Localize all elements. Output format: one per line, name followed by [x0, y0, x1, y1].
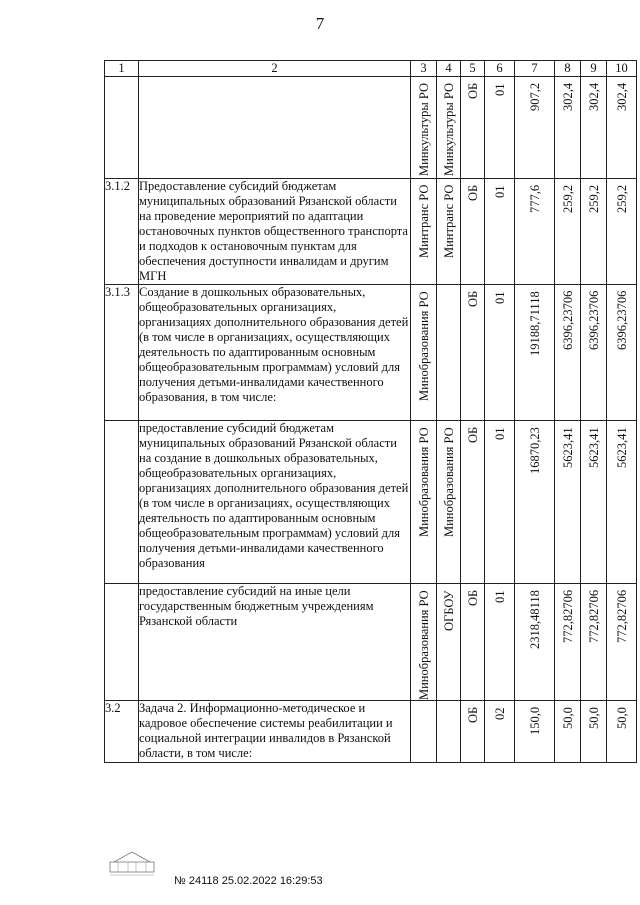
col-header: 2: [139, 61, 411, 77]
year2-amount-cell: [581, 421, 607, 584]
table-row: [105, 584, 637, 701]
budget-source-cell-text: ОБ: [466, 290, 480, 307]
total-amount-cell-text: 150,0: [528, 706, 542, 735]
code-cell: [485, 584, 515, 701]
code-cell-text: 01: [493, 83, 507, 96]
description-cell: Создание в дошкольных образовательных, общеобразовательных организациях, организациях дополнительного образования детей (в том числе в организациях, осуществляющих деятельность по адаптированным основным общеобразовательным программам) условий для получения детьми-инвалидами качественного образования, в том числе:: [139, 285, 411, 421]
col-header: 8: [555, 61, 581, 77]
total-amount-cell: [515, 421, 555, 584]
year3-amount-cell-text: 5623,41: [615, 427, 629, 468]
seal-stamp-icon: [108, 848, 156, 878]
code-cell: [485, 285, 515, 421]
code-cell: [485, 77, 515, 179]
total-amount-cell: [515, 285, 555, 421]
recipient-cell-text: ОГБОУ: [442, 590, 456, 631]
year3-amount-cell-text: 259,2: [615, 184, 629, 213]
year1-amount-cell-text: 772,82706: [561, 589, 575, 643]
year1-amount-cell-text: 5623,41: [561, 427, 575, 468]
row-number-cell: [105, 584, 139, 701]
executor-cell: [411, 584, 437, 701]
year1-amount-cell: [555, 285, 581, 421]
year2-amount-cell-text: 5623,41: [587, 427, 601, 468]
budget-source-cell: [461, 421, 485, 584]
col-header: 6: [485, 61, 515, 77]
year3-amount-cell: [607, 285, 637, 421]
row-number-cell: 3.1.2: [105, 179, 139, 285]
year1-amount-cell: [555, 179, 581, 285]
description-cell: предоставление субсидий на иные цели государственным бюджетным учреждениям Рязанской области: [139, 584, 411, 701]
total-amount-cell-text: 907,2: [528, 82, 542, 111]
col-header: 5: [461, 61, 485, 77]
table-row: [105, 421, 637, 584]
year2-amount-cell: [581, 179, 607, 285]
budget-source-cell-text: ОБ: [466, 706, 480, 723]
year3-amount-cell-text: 302,4: [615, 82, 629, 111]
year1-amount-cell: [555, 421, 581, 584]
year2-amount-cell: [581, 285, 607, 421]
page-number: 7: [315, 14, 325, 33]
year3-amount-cell: [607, 584, 637, 701]
executor-cell-text: Минтранс РО: [417, 184, 431, 258]
code-cell: [485, 179, 515, 285]
budget-source-cell: [461, 179, 485, 285]
budget-source-cell: [461, 77, 485, 179]
document-number: № 24118: [174, 875, 219, 887]
budget-source-cell-text: ОБ: [466, 589, 480, 606]
code-cell-text: 02: [493, 707, 507, 720]
table-row: [105, 77, 637, 179]
year2-amount-cell: [581, 77, 607, 179]
budget-source-cell-text: ОБ: [466, 82, 480, 99]
year1-amount-cell-text: 50,0: [561, 707, 575, 729]
recipient-cell-text: Минкультуры РО: [442, 82, 456, 176]
recipient-cell: [437, 701, 461, 763]
code-cell-text: 01: [493, 291, 507, 304]
recipient-cell: [437, 421, 461, 584]
recipient-cell: [437, 77, 461, 179]
executor-cell: [411, 701, 437, 763]
total-amount-cell-text: 2318,48118: [528, 590, 542, 649]
executor-cell: [411, 285, 437, 421]
year3-amount-cell: [607, 77, 637, 179]
code-cell-text: 01: [493, 427, 507, 440]
year3-amount-cell: [607, 179, 637, 285]
header-row: [105, 61, 637, 77]
total-amount-cell-text: 19188,71118: [528, 291, 542, 356]
recipient-cell: [437, 584, 461, 701]
year2-amount-cell: [581, 584, 607, 701]
col-header: 3: [411, 61, 437, 77]
year1-amount-cell-text: 259,2: [561, 184, 575, 213]
year1-amount-cell: [555, 584, 581, 701]
year1-amount-cell: [555, 701, 581, 763]
total-amount-cell-text: 16870,23: [528, 427, 542, 474]
budget-source-cell-text: ОБ: [466, 184, 480, 201]
year2-amount-cell: [581, 701, 607, 763]
year2-amount-cell-text: 259,2: [587, 184, 601, 213]
table-row: [105, 285, 637, 421]
program-table: [104, 60, 637, 763]
col-header: 4: [437, 61, 461, 77]
code-cell: [485, 421, 515, 584]
total-amount-cell: [515, 77, 555, 179]
executor-cell-text: Минобразования РО: [417, 291, 431, 401]
year1-amount-cell-text: 302,4: [561, 82, 575, 111]
table-row: [105, 701, 637, 763]
recipient-cell-text: Минтранс РО: [442, 184, 456, 258]
executor-cell-text: Минкультуры РО: [417, 82, 431, 176]
year1-amount-cell-text: 6396,23706: [561, 290, 575, 350]
executor-cell-text: Минобразования РО: [417, 590, 431, 700]
col-header: 9: [581, 61, 607, 77]
description-cell: предоставление субсидий бюджетам муниципальных образований Рязанской области на создание в дошкольных образовательных, общеобразовательных организациях, организациях дополнительного образования детей (в том числе в организациях, осуществляющих деятельность по адаптированным основным общеобразовательным программам) условий для получения детьми-инвалидами качественного образования: [139, 421, 411, 584]
year2-amount-cell-text: 302,4: [587, 82, 601, 111]
executor-cell: [411, 179, 437, 285]
row-number-cell: 3.1.3: [105, 285, 139, 421]
recipient-cell: [437, 179, 461, 285]
year3-amount-cell-text: 772,82706: [615, 589, 629, 643]
year2-amount-cell-text: 772,82706: [587, 589, 601, 643]
total-amount-cell-text: 777,6: [528, 184, 542, 213]
row-number-cell: [105, 421, 139, 584]
total-amount-cell: [515, 584, 555, 701]
executor-cell: [411, 421, 437, 584]
total-amount-cell: [515, 179, 555, 285]
executor-cell-text: Минобразования РО: [417, 427, 431, 537]
code-cell: [485, 701, 515, 763]
year3-amount-cell: [607, 701, 637, 763]
row-number-cell: [105, 77, 139, 179]
description-cell: Предоставление субсидий бюджетам муниципальных образований Рязанской области на проведение мероприятий по адаптации остановочных пунктов общественного транспорта и подходов к остановочным пунктам для обеспечения доступности инвалидам и другим МГН: [139, 179, 411, 285]
budget-source-cell: [461, 701, 485, 763]
document-datetime: 25.02.2022 16:29:53: [221, 875, 323, 887]
footer-stamp-text: [174, 875, 323, 887]
description-cell: [139, 77, 411, 179]
budget-source-cell: [461, 285, 485, 421]
year2-amount-cell-text: 50,0: [587, 707, 601, 729]
description-cell: Задача 2. Информационно-методическое и кадровое обеспечение системы реабилитации и социальной интеграции инвалидов в Рязанской области, в том числе:: [139, 701, 411, 763]
recipient-cell: [437, 285, 461, 421]
budget-source-cell-text: ОБ: [466, 426, 480, 443]
table-row: [105, 179, 637, 285]
year3-amount-cell-text: 50,0: [615, 707, 629, 729]
recipient-cell-text: Минобразования РО: [442, 427, 456, 537]
executor-cell: [411, 77, 437, 179]
year2-amount-cell-text: 6396,23706: [587, 290, 601, 350]
year3-amount-cell-text: 6396,23706: [615, 290, 629, 350]
row-number-cell: 3.2: [105, 701, 139, 763]
budget-source-cell: [461, 584, 485, 701]
col-header: 1: [105, 61, 139, 77]
year1-amount-cell: [555, 77, 581, 179]
code-cell-text: 01: [493, 590, 507, 603]
col-header: 10: [607, 61, 637, 77]
total-amount-cell: [515, 701, 555, 763]
year3-amount-cell: [607, 421, 637, 584]
code-cell-text: 01: [493, 185, 507, 198]
col-header: 7: [515, 61, 555, 77]
